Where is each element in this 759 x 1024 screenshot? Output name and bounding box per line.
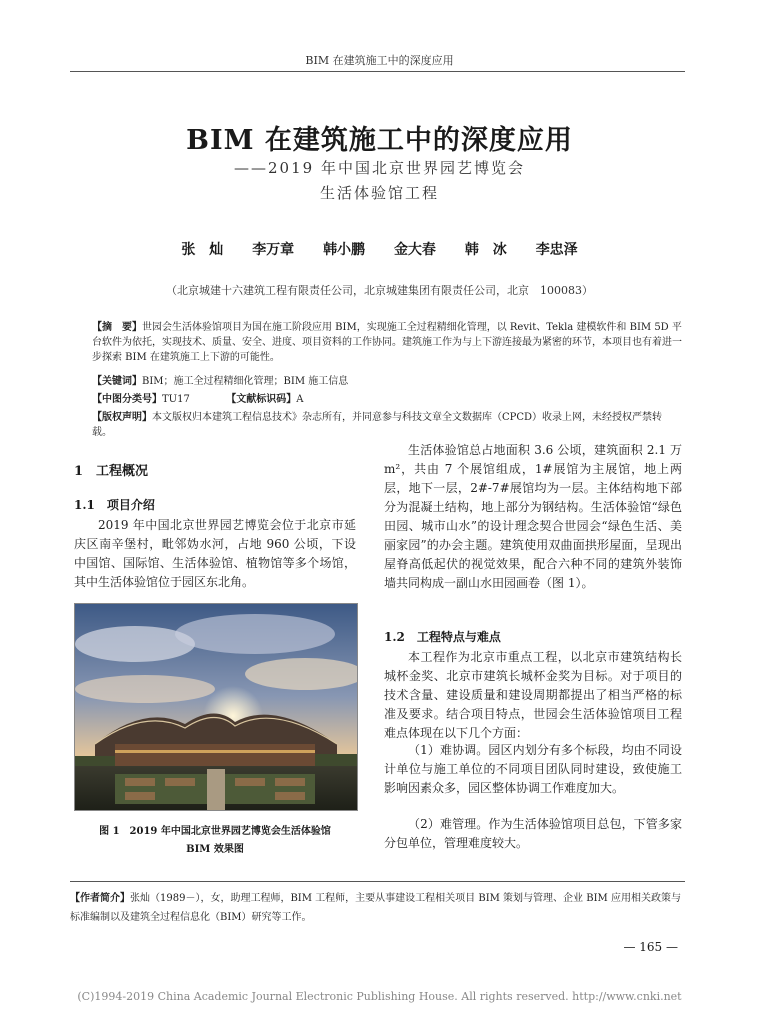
- copyright-text: 本文版权归本建筑工程信息技术》杂志所有，并同意参与科技文章全文数据库（CPCD）收录上网，未经授权严禁转载。: [92, 412, 663, 438]
- keywords-text: BIM；施工全过程精细化管理；BIM 施工信息: [142, 376, 349, 387]
- author-list: [0, 239, 759, 259]
- author-name: 李忠泽: [535, 242, 578, 258]
- pavilion-rendering-image: [75, 604, 357, 810]
- author-note: [70, 889, 685, 927]
- subsection-heading: 1.2 工程特点与难点: [384, 630, 501, 644]
- author-name: 韩小鹏: [323, 242, 366, 258]
- author-name: 李万章: [252, 242, 295, 258]
- article-subtitle-line2: 生活体验馆工程: [319, 184, 439, 202]
- running-head: BIM 在建筑施工中的深度应用: [305, 54, 454, 67]
- figure-caption-line1: 图 1 2019 年中国北京世界园艺博览会生活体验馆: [99, 826, 331, 837]
- clc-label: 【中图分类号】: [92, 394, 162, 405]
- subsection-heading: 1.1 项目介绍: [74, 498, 155, 512]
- abstract: [92, 320, 682, 365]
- article-subtitle-line1: ——2019 年中国北京世界园艺博览会: [234, 159, 525, 177]
- classification: [92, 392, 682, 407]
- list-item: （2）难管理。作为生活体验馆项目总包，下管多家分包单位，管理难度较大。: [384, 817, 682, 850]
- affiliation: （北京城建十六建筑工程有限责任公司，北京城建集团有限责任公司，北京 100083）: [166, 284, 593, 297]
- figure-caption: [74, 823, 356, 859]
- abstract-label: 【摘 要】: [92, 322, 142, 333]
- author-name: 张 灿: [181, 242, 224, 258]
- keywords: [92, 374, 682, 389]
- doc-code-value: A: [296, 394, 304, 405]
- page-number: — 165 —: [623, 940, 678, 954]
- keywords-label: 【关键词】: [92, 376, 142, 387]
- article-title: BIM 在建筑施工中的深度应用: [186, 125, 573, 156]
- clc-value: TU17: [162, 394, 190, 405]
- cnki-footer: (C)1994-2019 China Academic Journal Electronic Publishing House. All rights reserved. http://www.cnki.net: [77, 990, 682, 1003]
- figure-rendering: [74, 603, 358, 811]
- header-rule: [70, 71, 685, 72]
- figure-caption-line2: BIM 效果图: [186, 844, 244, 855]
- abstract-text: 世园会生活体验馆项目为国在施工阶段应用 BIM，实现施工全过程精细化管理，以 Revit、Tekla 建模软件和 BIM 5D 平台软件为依托，实现技术、质量、安全、进度、项目资料的工作协同。建筑施工作为与上下游连接最为紧密的环节，本项目也有着进一步探索 BIM 在建筑施工上下游的可能性。: [92, 322, 682, 363]
- author-note-label: 【作者简介】: [70, 893, 130, 904]
- author-note-text: 张灿（1989－），女，助理工程师，BIM 工程师，主要从事建设工程相关项目 BIM 策划与管理、企业 BIM 应用相关政策与标准编制以及建筑全过程信息化（BIM）研究等工作。: [70, 893, 681, 923]
- paragraph: 本工程作为北京市重点工程，以北京市建筑结构长城杯金奖、北京市建筑长城杯金奖为目标。对于项目的技术含量、建设质量和建设周期都提出了相当严格的标准及要求。结合项目特点，世园会生活体验馆项目工程难点体现在以下几个方面：: [384, 650, 682, 740]
- footnote-rule: [70, 881, 685, 882]
- list-item: （1）难协调。园区内划分有多个标段，均由不同设计单位与施工单位的不同项目团队同时建设，致使施工影响因素众多，园区整体协调工作难度加大。: [384, 743, 682, 795]
- author-name: 金大春: [393, 242, 436, 258]
- author-name: 韩 冰: [464, 242, 507, 258]
- section-heading: 1 工程概况: [74, 464, 149, 479]
- copyright-statement: [92, 410, 682, 440]
- paragraph: 2019 年中国北京世界园艺博览会位于北京市延庆区南辛堡村，毗邻妫水河，占地 960 公顷，下设中国馆、国际馆、生活体验馆、植物馆等多个场馆，其中生活体验馆位于园区东北角。: [74, 518, 356, 589]
- copyright-label: 【版权声明】: [92, 412, 152, 423]
- doc-code-label: 【文献标识码】: [226, 394, 297, 405]
- paragraph: 生活体验馆总占地面积 3.6 公顷，建筑面积 2.1 万 m²，共由 7 个展馆组成，1#展馆为主展馆，地上两层，地下一层，2#-7#展馆均为一层。主体结构地下部分为混凝土结构，地上部分为钢结构。生活体验馆“绿色田园、城市山水”的设计理念契合世园会“绿色生活、美丽家园”的办会主题。建筑使用双曲面拱形屋面，呈现出屋脊高低起伏的视觉效果，配合六种不同的建筑外装饰墙共同构成一副山水田园画卷（图 1）。: [384, 443, 682, 590]
